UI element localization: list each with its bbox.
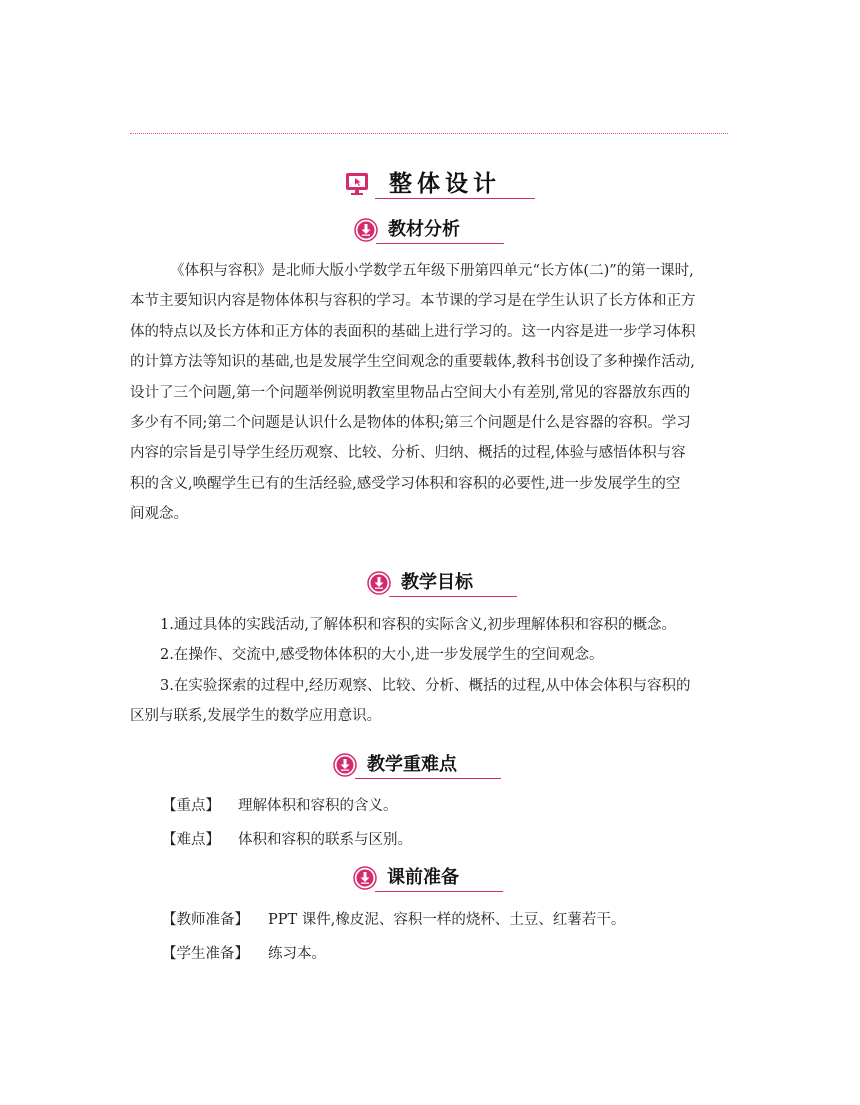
difficult-point-text: 体积和容积的联系与区别。 xyxy=(238,832,412,848)
section-heading-key-points xyxy=(333,753,501,781)
student-prep-text: 练习本。 xyxy=(268,946,326,962)
paragraph-line: 间观念。 xyxy=(130,506,188,523)
section-underline xyxy=(389,596,517,597)
section-title: 教学目标 xyxy=(401,572,473,593)
goal-item: 区别与联系,发展学生的数学应用意识。 xyxy=(130,708,382,725)
paragraph-line: 多少有不同;第二个问题是认识什么是物体的体积;第三个问题是什么是容器的容积。学习 xyxy=(130,415,691,432)
paragraph-line: 设计了三个问题,第一个问题举例说明教室里物品占空间大小有差别,常见的容器放东西的 xyxy=(130,384,691,401)
section-title: 教材分析 xyxy=(388,219,460,240)
main-title-underline xyxy=(375,198,535,199)
paragraph-line: 内容的宗旨是引导学生经历观察、比较、分析、归纳、概括的过程,体验与感悟体积与容 xyxy=(130,445,686,462)
download-arrow-icon xyxy=(353,866,377,890)
section-title: 课前准备 xyxy=(387,867,459,888)
analysis-paragraph xyxy=(130,256,730,530)
goal-item: 1.通过具体的实践活动,了解体积和容积的实际含义,初步理解体积和容积的概念。 xyxy=(160,617,677,633)
monitor-icon xyxy=(345,172,369,196)
download-arrow-icon xyxy=(333,753,357,777)
key-point-label: 【重点】 xyxy=(162,798,220,814)
goal-item: 2.在操作、交流中,感受物体体积的大小,进一步发展学生的空间观念。 xyxy=(160,647,604,664)
main-heading xyxy=(345,170,535,202)
paragraph-line: 积的含义,唤醒学生已有的生活经验,感受学习体积和容积的必要性,进一步发展学生的空 xyxy=(130,475,681,492)
section-heading-analysis xyxy=(354,218,504,246)
top-dotted-rule xyxy=(130,133,728,134)
section-underline xyxy=(376,243,504,244)
paragraph-line: 本节主要知识内容是物体体积与容积的学习。本节课的学习是在学生认识了长方体和正方 xyxy=(130,293,696,310)
download-arrow-icon xyxy=(367,571,391,595)
key-point-row xyxy=(162,796,398,816)
paragraph-line: 的计算方法等知识的基础,也是发展学生空间观念的重要载体,教科书创设了多种操作活动, xyxy=(130,354,695,371)
download-arrow-icon xyxy=(354,218,378,242)
difficult-point-row xyxy=(162,830,412,850)
teacher-prep-label: 【教师准备】 xyxy=(162,912,249,928)
goal-item: 3.在实验探索的过程中,经历观察、比较、分析、概括的过程,从中体会体积与容积的 xyxy=(160,677,691,694)
main-title: 整体设计 xyxy=(389,171,501,197)
section-underline xyxy=(375,891,503,892)
difficult-point-label: 【难点】 xyxy=(162,832,220,848)
section-heading-preparation xyxy=(353,866,503,894)
paragraph-line: 体的特点以及长方体和正方体的表面积的基础上进行学习的。这一内容是进一步学习体积 xyxy=(130,323,696,340)
teacher-prep-text: PPT 课件,橡皮泥、容积一样的烧杯、土豆、红薯若干。 xyxy=(268,912,626,928)
paragraph-line: 《体积与容积》是北师大版小学数学五年级下册第四单元“长方体(二)”的第一课时, xyxy=(170,263,694,279)
section-title: 教学重难点 xyxy=(367,754,457,775)
goals-list xyxy=(130,610,730,732)
teacher-prep-row xyxy=(162,910,625,930)
section-heading-goals xyxy=(367,571,517,599)
student-prep-label: 【学生准备】 xyxy=(162,946,249,962)
key-point-text: 理解体积和容积的含义。 xyxy=(238,798,398,814)
student-prep-row xyxy=(162,944,326,964)
section-underline xyxy=(355,778,501,779)
